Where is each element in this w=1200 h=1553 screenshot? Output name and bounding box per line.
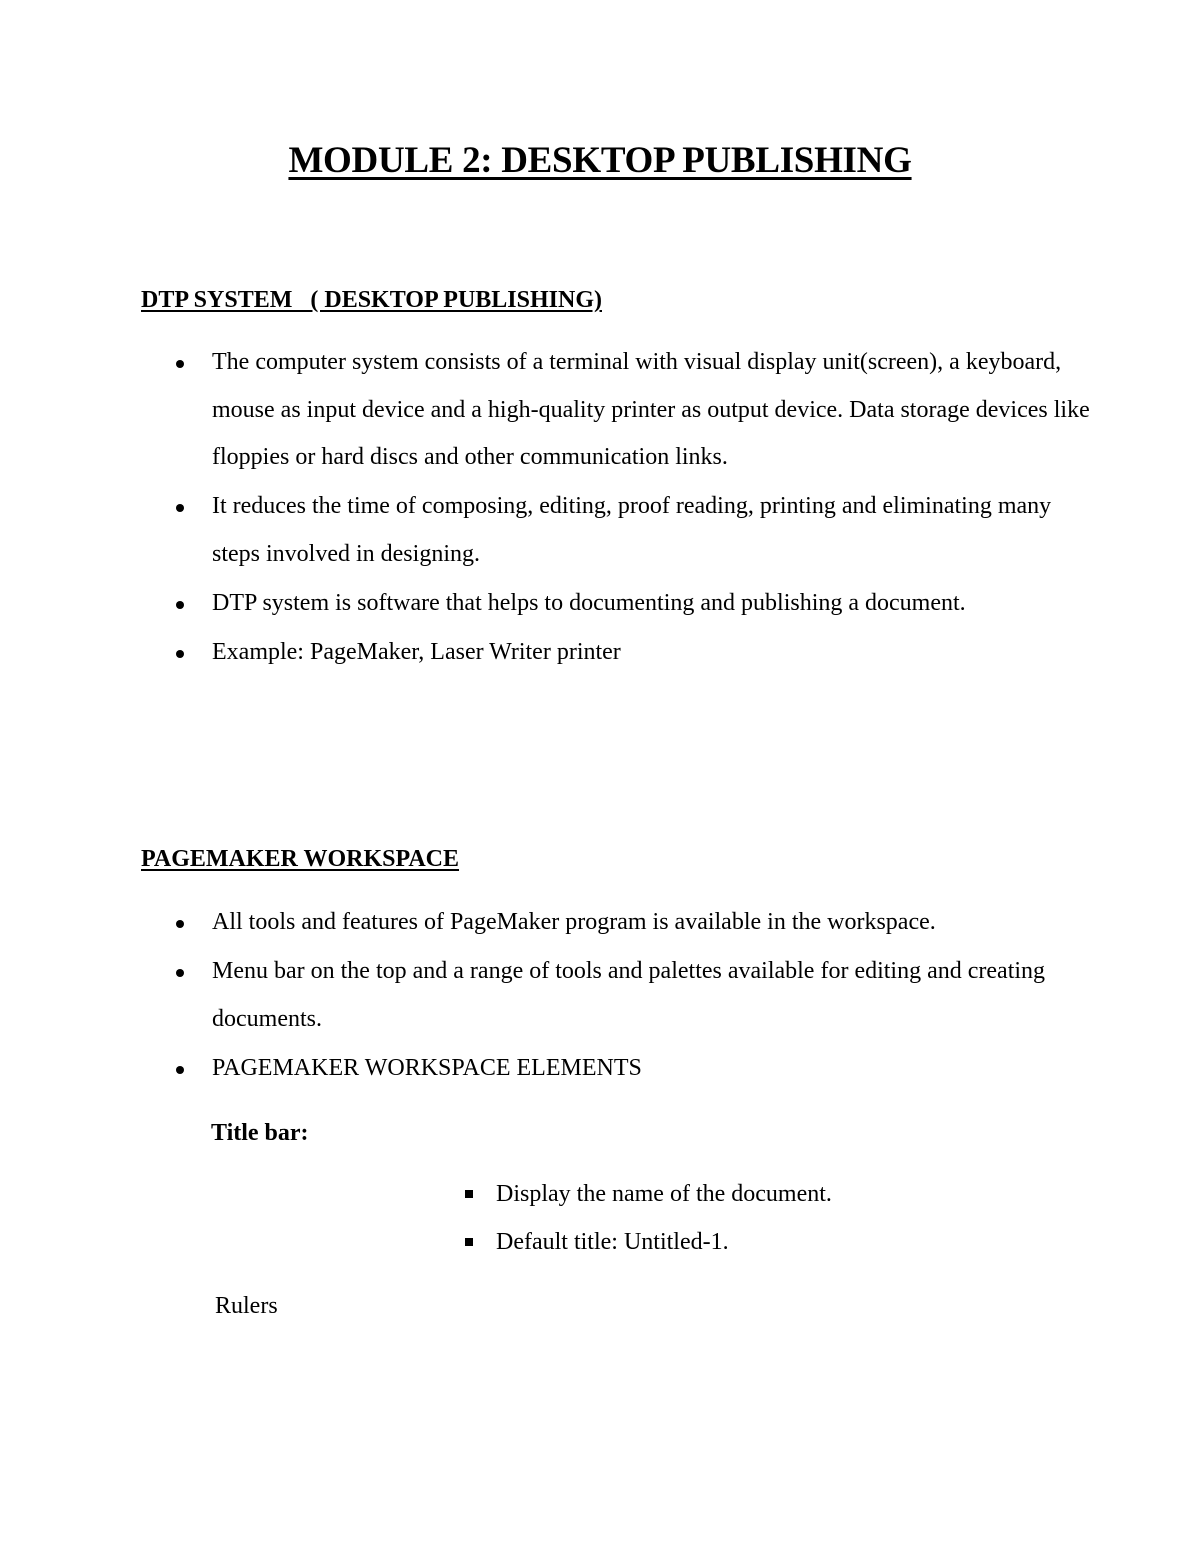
list-item <box>141 339 1101 482</box>
page-title: MODULE 2: DESKTOP PUBLISHING <box>288 140 912 181</box>
title-bar-bullet-list <box>460 1171 832 1266</box>
list-item <box>141 899 1101 947</box>
square-bullet-icon <box>465 1190 473 1198</box>
square-bullet-icon <box>465 1238 473 1246</box>
list-item-text: Menu bar on the top and a range of tools and palettes available for editing and creating documents. <box>212 958 1046 1032</box>
list-item-text: All tools and features of PageMaker program is available in the workspace. <box>212 909 936 935</box>
rulers-label: Rulers <box>215 1293 278 1319</box>
list-item <box>141 629 1101 677</box>
list-item-text: Default title: Untitled-1. <box>496 1228 729 1255</box>
list-item-text: PAGEMAKER WORKSPACE ELEMENTS <box>212 1054 642 1081</box>
list-item <box>460 1171 832 1219</box>
section-heading-dtp-system: DTP SYSTEM ( DESKTOP PUBLISHING) <box>141 287 602 313</box>
bullet-icon <box>176 1066 184 1074</box>
list-item <box>141 580 1101 628</box>
list-item-text: DTP system is software that helps to documenting and publishing a document. <box>212 589 966 616</box>
list-item-text: Example: PageMaker, Laser Writer printer <box>212 638 621 665</box>
bullet-icon <box>176 969 184 977</box>
bullet-icon <box>176 504 184 512</box>
bullet-icon <box>176 650 184 658</box>
dtp-system-bullet-list <box>141 339 1101 678</box>
list-item <box>141 948 1101 1043</box>
list-item <box>141 1045 1101 1093</box>
pagemaker-workspace-bullet-list <box>141 899 1101 1094</box>
title-bar-heading: Title bar: <box>211 1120 309 1146</box>
bullet-icon <box>176 360 184 368</box>
list-item-text: Display the name of the document. <box>496 1181 832 1207</box>
list-item-text: It reduces the time of composing, editing, proof reading, printing and eliminating many steps involved in designing. <box>212 493 1052 567</box>
list-item-text: The computer system consists of a terminal with visual display unit(screen), a keyboard, mouse as input device and a high-quality printer as output device. Data storage devices like floppies or hard discs and other communication links. <box>212 349 1090 470</box>
list-item <box>141 483 1101 578</box>
bullet-icon <box>176 601 184 609</box>
bullet-icon <box>176 920 184 928</box>
section-heading-pagemaker-workspace: PAGEMAKER WORKSPACE <box>141 846 460 872</box>
list-item <box>460 1219 832 1267</box>
